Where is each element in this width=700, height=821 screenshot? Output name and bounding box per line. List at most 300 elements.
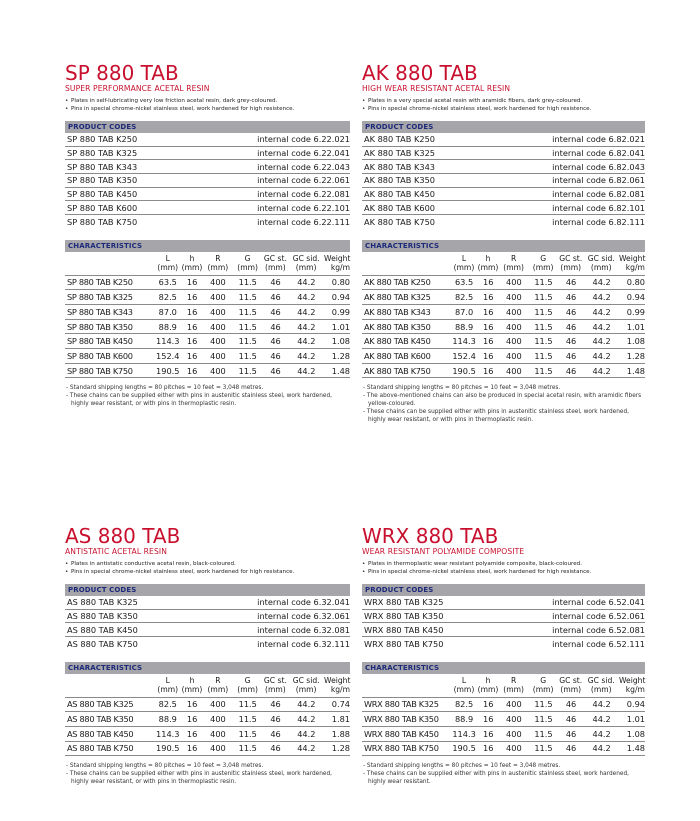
product-codes-label: PRODUCT CODES [68, 122, 137, 131]
product-code-row [65, 596, 350, 610]
internal-code: internal code 6.82.061 [552, 175, 645, 186]
value-gcst: 46 [270, 306, 281, 317]
value-h: 16 [483, 292, 494, 303]
value-l: 88.9 [454, 321, 474, 332]
value-w: 0.94 [626, 699, 646, 710]
chain-model: AK 880 TAB K350 [364, 321, 431, 332]
product-name: SP 880 TAB K750 [67, 216, 138, 227]
column-header-unit: (mm) [295, 263, 317, 273]
value-w: 0.94 [331, 292, 350, 303]
internal-code: internal code 6.52.111 [552, 638, 645, 649]
value-g: 11.5 [534, 365, 553, 376]
column-header-label: Weight [324, 675, 351, 685]
value-gcsid: 44.2 [297, 728, 316, 739]
bullet-icon: • [65, 569, 69, 576]
column-header-label: R [215, 675, 221, 685]
characteristics-rows [362, 276, 645, 379]
column-header-unit: (mm) [207, 263, 229, 273]
value-r: 400 [210, 321, 226, 332]
product-code-row [362, 596, 645, 610]
value-r: 400 [506, 321, 522, 332]
column-header-label: L [165, 675, 170, 685]
note-item: - Standard shipping lengths = 80 pitches = 10 feet = 3,048 metres. [66, 763, 264, 770]
internal-code: internal code 6.22.101 [257, 202, 350, 213]
value-w: 0.99 [626, 306, 646, 317]
value-l: 82.5 [454, 292, 474, 303]
bullet-item [362, 105, 645, 113]
value-r: 400 [506, 306, 522, 317]
column-header-name [65, 676, 154, 697]
column-header-label: GC sid. [292, 253, 320, 263]
bullet-list [362, 97, 645, 114]
characteristics-row [65, 276, 350, 291]
column-header-unit: (mm) [181, 685, 203, 695]
column-header-unit: (mm) [590, 685, 612, 695]
characteristics-row [362, 727, 645, 742]
value-h: 16 [483, 350, 494, 361]
product-section-ak [362, 63, 645, 424]
value-h: 16 [186, 350, 198, 361]
characteristics-row [65, 698, 350, 713]
value-gcsid: 44.2 [592, 336, 611, 347]
note-item: - These chains can be supplied either with pins in austenitic stainless steel, work hardened, highly wear resistant, or with pins in thermoplastic resin. [66, 393, 333, 408]
column-header-unit: (mm) [477, 685, 499, 695]
internal-code: internal code 6.22.041 [257, 147, 350, 158]
value-h: 16 [483, 277, 494, 288]
bullet-text: Pins in special chrome-nickel stainless steel, work hardened for high resistence. [71, 106, 295, 113]
characteristics-row [65, 305, 350, 320]
value-w: 1.08 [626, 728, 646, 739]
section-subtitle: WEAR RESISTANT POLYAMIDE COMPOSITE [362, 547, 525, 556]
product-code-row [65, 160, 350, 174]
characteristics-column-headers [362, 252, 645, 276]
column-header-weight [324, 676, 350, 697]
product-codes-table [362, 596, 645, 651]
column-header-unit: (mm) [207, 685, 229, 695]
value-l: 190.5 [156, 365, 180, 376]
value-w: 1.48 [331, 365, 350, 376]
column-header-gc-sid [288, 676, 324, 697]
column-header-unit: (mm) [181, 263, 203, 273]
value-g: 11.5 [238, 277, 257, 288]
column-header-r [499, 254, 529, 275]
bullet-item [362, 97, 645, 105]
chain-model: SP 880 TAB K250 [67, 277, 133, 288]
product-code-row [65, 174, 350, 188]
bullet-text: Pins in special chrome-nickel stainless steel, work hardened for high resistance. [71, 569, 295, 576]
characteristics-row [65, 727, 350, 742]
column-header-label: Weight [618, 253, 646, 263]
value-l: 88.9 [158, 714, 177, 725]
value-gcsid: 44.2 [297, 365, 316, 376]
product-name: SP 880 TAB K250 [67, 134, 138, 145]
value-h: 16 [186, 336, 198, 347]
internal-code: internal code 6.22.061 [257, 175, 350, 186]
column-header-l [451, 676, 478, 697]
value-l: 82.5 [158, 699, 177, 710]
column-header-name [362, 676, 451, 697]
product-name: AK 880 TAB K250 [364, 134, 435, 145]
characteristics-table [65, 252, 350, 379]
column-header-label: R [215, 253, 221, 263]
characteristics-row [362, 305, 645, 320]
column-header-gc-st [262, 676, 288, 697]
value-gcsid: 44.2 [297, 321, 316, 332]
value-w: 0.80 [331, 277, 350, 288]
column-header-label: h [485, 675, 491, 685]
chain-model: SP 880 TAB K343 [67, 306, 133, 317]
chain-model: WRX 880 TAB K325 [364, 699, 439, 710]
column-header-label: L [461, 253, 467, 263]
value-gcsid: 44.2 [297, 714, 316, 725]
notes [65, 384, 350, 408]
product-codes-label: PRODUCT CODES [68, 585, 137, 594]
column-header-weight [619, 254, 645, 275]
value-r: 400 [210, 350, 226, 361]
note-item: - These chains can be supplied either with pins in austenitic stainless steel, work hardened, highly wear resistant. [363, 771, 630, 786]
value-g: 11.5 [238, 336, 257, 347]
characteristics-row [65, 349, 350, 364]
product-codes-label: PRODUCT CODES [365, 122, 434, 131]
product-name: AS 880 TAB K750 [67, 638, 138, 649]
value-gcst: 46 [565, 699, 577, 710]
product-code-row [65, 201, 350, 215]
column-header-unit: (mm) [237, 263, 258, 273]
value-gcsid: 44.2 [297, 277, 316, 288]
value-gcst: 46 [270, 699, 281, 710]
characteristics-row [362, 712, 645, 727]
column-header-label: GC sid. [587, 675, 615, 685]
value-gcst: 46 [270, 350, 281, 361]
value-w: 1.28 [331, 743, 350, 754]
value-gcsid: 44.2 [592, 321, 611, 332]
value-gcst: 46 [565, 743, 577, 754]
section-subtitle: HIGH WEAR RESISTANT ACETAL RESIN [362, 84, 511, 93]
product-name: SP 880 TAB K350 [67, 175, 138, 186]
product-code-row [362, 160, 645, 174]
product-code-row [362, 201, 645, 215]
note-item: - The above-mentioned chains can also be produced in special acetal resin, with aramidic fibers yellow-coloured. [363, 393, 642, 408]
characteristics-header [362, 662, 645, 674]
value-g: 11.5 [534, 306, 553, 317]
column-header-r [203, 676, 233, 697]
value-g: 11.5 [534, 292, 553, 303]
value-w: 1.28 [331, 350, 350, 361]
notes [362, 762, 645, 786]
column-header-g [528, 254, 558, 275]
chain-model: AK 880 TAB K343 [364, 306, 431, 317]
value-gcst: 46 [270, 714, 281, 725]
characteristics-rows [362, 698, 645, 757]
chain-model: AS 880 TAB K325 [67, 699, 134, 710]
value-g: 11.5 [534, 321, 553, 332]
bullet-text: Plates in thermoplastic wear resistant polyamide composite, black-coloured. [368, 561, 582, 567]
value-r: 400 [506, 699, 522, 710]
characteristics-column-headers [65, 674, 350, 698]
column-header-label: GC st. [559, 253, 583, 263]
internal-code: internal code 6.82.021 [552, 134, 645, 145]
bullet-item [65, 97, 350, 105]
column-header-label: R [511, 675, 517, 685]
product-code-row [65, 133, 350, 147]
value-r: 400 [210, 336, 226, 347]
value-h: 16 [483, 743, 494, 754]
chain-model: WRX 880 TAB K450 [364, 728, 439, 739]
bullet-text: Pins in special chrome-nickel stainless steel, work hardened for high resistance. [368, 569, 592, 576]
internal-code: internal code 6.82.101 [552, 202, 645, 213]
product-code-row [65, 147, 350, 161]
value-g: 11.5 [238, 714, 257, 725]
product-codes-header [362, 584, 645, 596]
value-gcst: 46 [565, 350, 577, 361]
value-h: 16 [186, 321, 198, 332]
internal-code: internal code 6.32.081 [257, 624, 350, 635]
value-h: 16 [483, 321, 494, 332]
section-subtitle: ANTISTATIC ACETAL RESIN [65, 547, 167, 556]
value-gcst: 46 [270, 292, 281, 303]
characteristics-header [65, 240, 350, 252]
value-l: 82.5 [158, 292, 177, 303]
value-r: 400 [506, 728, 522, 739]
product-section-sp [65, 63, 350, 408]
value-gcsid: 44.2 [297, 743, 316, 754]
column-header-label: Weight [618, 675, 646, 685]
value-l: 87.0 [454, 306, 474, 317]
characteristics-table [65, 674, 350, 757]
product-name: AS 880 TAB K325 [67, 597, 138, 608]
value-l: 152.4 [156, 350, 180, 361]
value-g: 11.5 [534, 714, 553, 725]
value-r: 400 [210, 365, 226, 376]
product-code-row [65, 215, 350, 229]
bullet-icon: • [362, 106, 366, 113]
value-gcst: 46 [270, 743, 281, 754]
value-gcst: 46 [565, 277, 577, 288]
internal-code: internal code 6.52.041 [552, 597, 645, 608]
column-header-label: GC sid. [587, 253, 615, 263]
column-header-unit: (mm) [453, 263, 475, 273]
value-gcst: 46 [565, 336, 577, 347]
characteristics-rows [65, 276, 350, 379]
column-header-label: h [485, 253, 491, 263]
characteristics-row [362, 320, 645, 335]
product-codes-header [65, 584, 350, 596]
characteristics-row [362, 742, 645, 757]
value-h: 16 [483, 728, 494, 739]
column-header-gc-st [262, 254, 288, 275]
notes [362, 384, 645, 424]
column-header-label: G [244, 675, 251, 685]
value-gcst: 46 [565, 365, 577, 376]
column-header-h [181, 254, 203, 275]
column-header-label: GC st. [263, 675, 287, 685]
value-l: 152.4 [452, 350, 476, 361]
value-g: 11.5 [238, 321, 257, 332]
product-name: SP 880 TAB K600 [67, 202, 138, 213]
product-name: SP 880 TAB K450 [67, 188, 138, 199]
bullet-list [65, 97, 350, 114]
internal-code: internal code 6.82.081 [552, 188, 645, 199]
value-l: 88.9 [158, 321, 177, 332]
value-gcsid: 44.2 [297, 350, 316, 361]
product-codes-table [362, 133, 645, 229]
value-gcst: 46 [270, 365, 281, 376]
bullet-icon: • [65, 106, 69, 113]
chain-model: SP 880 TAB K325 [67, 292, 133, 303]
value-h: 16 [186, 365, 198, 376]
column-header-gc-st [558, 254, 584, 275]
product-name: AS 880 TAB K350 [67, 610, 138, 621]
product-name: AK 880 TAB K325 [364, 147, 435, 158]
internal-code: internal code 6.22.081 [257, 188, 350, 199]
value-w: 0.74 [331, 699, 350, 710]
product-name: SP 880 TAB K325 [67, 147, 138, 158]
value-r: 400 [506, 292, 522, 303]
column-header-l [154, 676, 181, 697]
column-header-unit: (mm) [560, 263, 582, 273]
value-gcsid: 44.2 [297, 306, 316, 317]
value-h: 16 [186, 714, 198, 725]
internal-code: internal code 6.82.111 [552, 216, 645, 227]
bullet-item [362, 560, 645, 568]
product-code-row [362, 188, 645, 202]
product-code-row [362, 623, 645, 637]
column-header-unit: (mm) [453, 685, 475, 695]
characteristics-row [362, 698, 645, 713]
column-header-unit: kg/m [625, 685, 645, 695]
column-header-name [65, 254, 154, 275]
value-gcsid: 44.2 [592, 277, 611, 288]
value-h: 16 [186, 743, 198, 754]
characteristics-row [362, 276, 645, 291]
internal-code: internal code 6.32.111 [257, 638, 350, 649]
characteristics-row [65, 290, 350, 305]
column-header-unit: kg/m [330, 263, 350, 273]
value-l: 87.0 [158, 306, 177, 317]
column-header-label: h [189, 675, 195, 685]
value-gcst: 46 [270, 321, 281, 332]
characteristics-row [65, 320, 350, 335]
value-r: 400 [506, 277, 522, 288]
section-title: WRX 880 TAB [362, 524, 499, 548]
column-header-r [499, 676, 529, 697]
characteristics-row [362, 334, 645, 349]
value-gcsid: 44.2 [297, 292, 316, 303]
chain-model: AS 880 TAB K350 [67, 714, 134, 725]
internal-code: internal code 6.32.041 [257, 597, 350, 608]
bullet-list [65, 560, 350, 577]
product-code-row [362, 215, 645, 229]
column-header-h [477, 254, 499, 275]
value-g: 11.5 [238, 728, 257, 739]
value-g: 11.5 [238, 699, 257, 710]
characteristics-row [65, 334, 350, 349]
value-g: 11.5 [238, 306, 257, 317]
note-item: - These chains can be supplied either with pins in austenitic stainless steel, work hardened, highly wear resistant, or with pins in thermoplastic resin. [66, 771, 333, 786]
bullet-text: Plates in a very special acetal resin with aramidic fibers, dark grey-coloured. [368, 98, 583, 104]
column-header-label: G [540, 253, 547, 263]
column-header-unit: (mm) [503, 263, 524, 273]
note-item: - Standard shipping lengths = 80 pitches = 10 feet = 3,048 metres. [363, 385, 561, 392]
value-r: 400 [506, 365, 522, 376]
column-header-unit: kg/m [625, 263, 645, 273]
column-header-weight [324, 254, 350, 275]
chain-model: AS 880 TAB K750 [67, 743, 134, 754]
bullet-text: Plates in antistatic conductive acetal resin, black-coloured. [71, 561, 236, 567]
column-header-gc-st [558, 676, 584, 697]
column-header-unit: (mm) [157, 685, 179, 695]
value-gcsid: 44.2 [592, 306, 611, 317]
value-g: 11.5 [534, 277, 553, 288]
internal-code: internal code 6.82.041 [552, 147, 645, 158]
characteristics-label: CHARACTERISTICS [365, 663, 440, 672]
bullet-item [65, 105, 350, 113]
value-l: 190.5 [452, 743, 476, 754]
value-gcsid: 44.2 [592, 743, 611, 754]
value-l: 63.5 [454, 277, 474, 288]
value-l: 63.5 [158, 277, 177, 288]
chain-model: SP 880 TAB K750 [67, 365, 133, 376]
characteristics-table [362, 674, 645, 757]
column-header-label: h [189, 253, 195, 263]
product-name: WRX 880 TAB K325 [364, 597, 444, 608]
column-header-label: Weight [324, 253, 351, 263]
value-gcst: 46 [270, 728, 281, 739]
value-g: 11.5 [534, 699, 553, 710]
value-gcst: 46 [565, 292, 577, 303]
characteristics-row [362, 364, 645, 379]
product-code-row [362, 610, 645, 624]
characteristics-header [65, 662, 350, 674]
value-gcsid: 44.2 [592, 350, 611, 361]
column-header-unit: (mm) [265, 263, 286, 273]
column-header-unit: (mm) [590, 263, 612, 273]
chain-model: AK 880 TAB K600 [364, 350, 431, 361]
column-header-l [451, 254, 478, 275]
value-w: 1.01 [626, 321, 646, 332]
value-gcst: 46 [270, 336, 281, 347]
bullet-item [65, 568, 350, 576]
characteristics-label: CHARACTERISTICS [68, 663, 143, 672]
product-codes-label: PRODUCT CODES [365, 585, 434, 594]
value-h: 16 [483, 336, 494, 347]
characteristics-label: CHARACTERISTICS [365, 241, 440, 250]
value-w: 0.94 [626, 292, 646, 303]
value-g: 11.5 [238, 365, 257, 376]
notes [65, 762, 350, 786]
product-name: SP 880 TAB K343 [67, 161, 138, 172]
value-g: 11.5 [238, 292, 257, 303]
bullet-icon: • [362, 569, 366, 576]
value-g: 11.5 [534, 350, 553, 361]
note-item: - Standard shipping lengths = 80 pitches = 10 feet = 3,048 metres. [66, 385, 264, 392]
value-r: 400 [210, 277, 226, 288]
product-code-row [65, 623, 350, 637]
bullet-item [362, 568, 645, 576]
bullet-icon: • [362, 561, 366, 567]
characteristics-table [362, 252, 645, 379]
column-header-label: G [244, 253, 251, 263]
value-l: 114.3 [452, 336, 476, 347]
value-gcsid: 44.2 [592, 699, 611, 710]
column-header-label: GC st. [559, 675, 583, 685]
characteristics-column-headers [65, 252, 350, 276]
value-w: 1.08 [626, 336, 646, 347]
product-code-row [65, 637, 350, 651]
value-g: 11.5 [534, 743, 553, 754]
product-name: WRX 880 TAB K350 [364, 610, 444, 621]
value-w: 0.80 [626, 277, 646, 288]
